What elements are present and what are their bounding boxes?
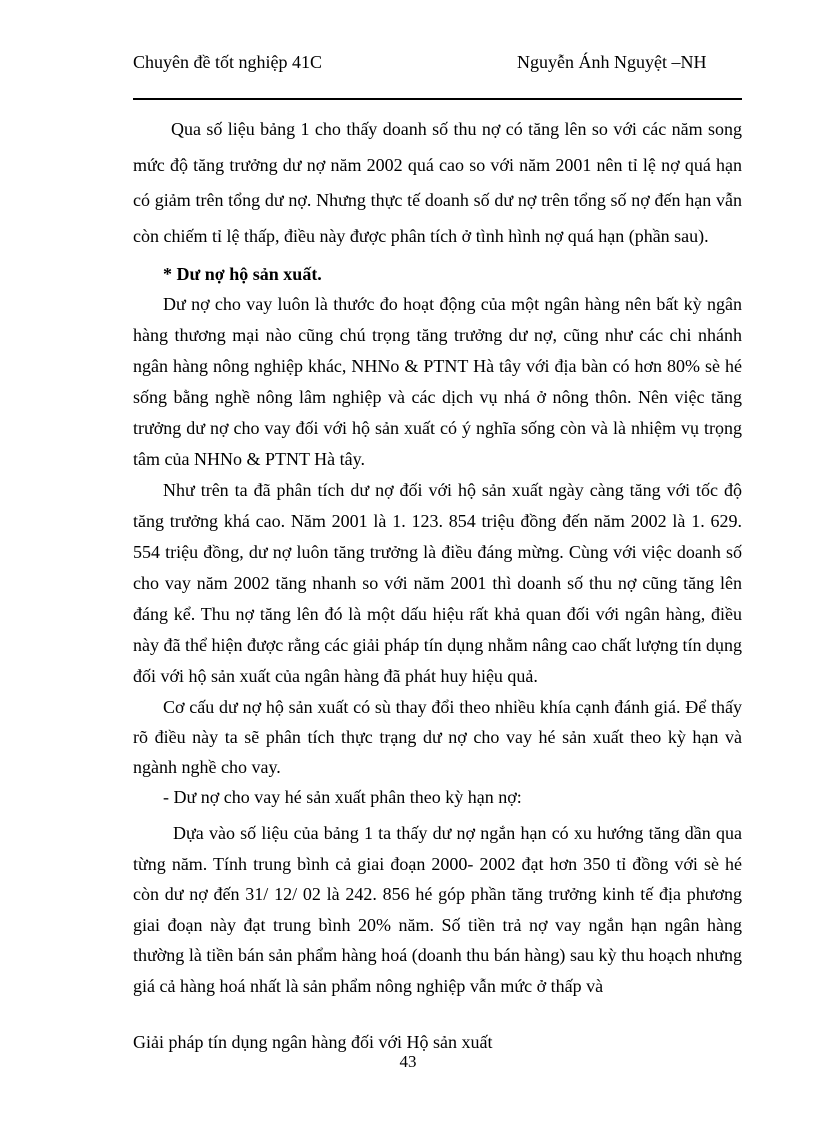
- paragraph-growth-analysis: Như trên ta đã phân tích dư nợ đối với hộ sản xuất ngày càng tăng với tốc độ tăng trưởng khá cao. Năm 2001 là 1. 123. 854 triệu đồng đến năm 2002 là 1. 629. 554 triệu đồng, dư nợ luôn tăng trưởng là điều đáng mừng. Cùng với việc doanh số cho vay năm 2002 tăng nhanh so với năm 2001 thì doanh số thu nợ cũng tăng lên đáng kể. Thu nợ tăng lên đó là một dấu hiệu rất khả quan đối với ngân hàng, điều này đã thể hiện được rằng các giải pháp tín dụng nhằm nâng cao chất lượng tín dụng đối với hộ sản xuất của ngân hàng đã phát huy hiệu quả.: [133, 480, 742, 686]
- bullet-by-term: - Dư nợ cho vay hé sản xuất phân theo kỳ hạn nợ:: [163, 787, 522, 807]
- paragraph-structure: Cơ cấu dư nợ hộ sản xuất có sù thay đổi theo nhiều khía cạnh đánh giá. Để thấy rõ điều này ta sẽ phân tích thực trạng dư nợ cho vay hé sản xuất theo kỳ hạn và ngành nghề cho vay.: [133, 697, 742, 777]
- paragraph-outstanding-loans: Dư nợ cho vay luôn là thước đo hoạt động của một ngân hàng nên bất kỳ ngân hàng thương mại nào cũng chú trọng tăng trưởng dư nợ, cũng như các chi nhánh ngân hàng nông nghiệp khác, NHNo & PTNT Hà tây với địa bàn có hơn 80% sè hé sống bằng nghề nông lâm nghiệp và các dịch vụ nhá ở nông thôn. Nên việc tăng trưởng dư nợ cho vay đối với hộ sản xuất có ý nghĩa sống còn và là nhiệm vụ trọng tâm của NHNo & PTNT Hà tây.: [133, 294, 742, 469]
- page-number: 43: [399, 1052, 417, 1071]
- page-header: [133, 50, 741, 102]
- paragraph-short-term: Dựa vào số liệu của bảng 1 ta thấy dư nợ ngắn hạn có xu hướng tăng dần qua từng năm. Tính trung bình cả giai đoạn 2000- 2002 đạt hơn 350 tỉ đồng với sè hé còn dư nợ đến 31/ 12/ 02 là 242. 856 hé góp phần tăng trưởng kinh tế địa phương giai đoạn này đạt trung bình 20% năm. Số tiền trả nợ vay ngắn hạn ngân hàng thường là tiền bán sản phẩm hàng hoá (doanh thu bán hàng) sau kỳ thu hoạch nhưng giá cả hàng hoá nhất là sản phẩm nông nghiệp vẫn mức ở thấp và: [133, 823, 742, 996]
- footer-title: Giải pháp tín dụng ngân hàng đối với Hộ sản xuất: [133, 1032, 493, 1052]
- header-document-type: Chuyên đề tốt nghiệp 41C: [133, 52, 322, 72]
- page-body: [133, 112, 742, 1001]
- section-heading: * Dư nợ hộ sản xuất.: [163, 264, 322, 284]
- header-author: Nguyễn Ánh Nguyệt –NH: [517, 52, 707, 72]
- paragraph-loan-recovery: Qua số liệu bảng 1 cho thấy doanh số thu nợ có tăng lên so với các năm song mức độ tăng trưởng dư nợ năm 2002 quá cao so với năm 2001 nên tỉ lệ nợ quá hạn có giảm trên tổng dư nợ. Nhưng thực tế doanh số dư nợ trên tổng số nợ đến hạn vẫn còn chiếm tỉ lệ thấp, điều này được phân tích ở tình hình nợ quá hạn (phần sau).: [133, 119, 742, 246]
- header-divider: [133, 98, 742, 100]
